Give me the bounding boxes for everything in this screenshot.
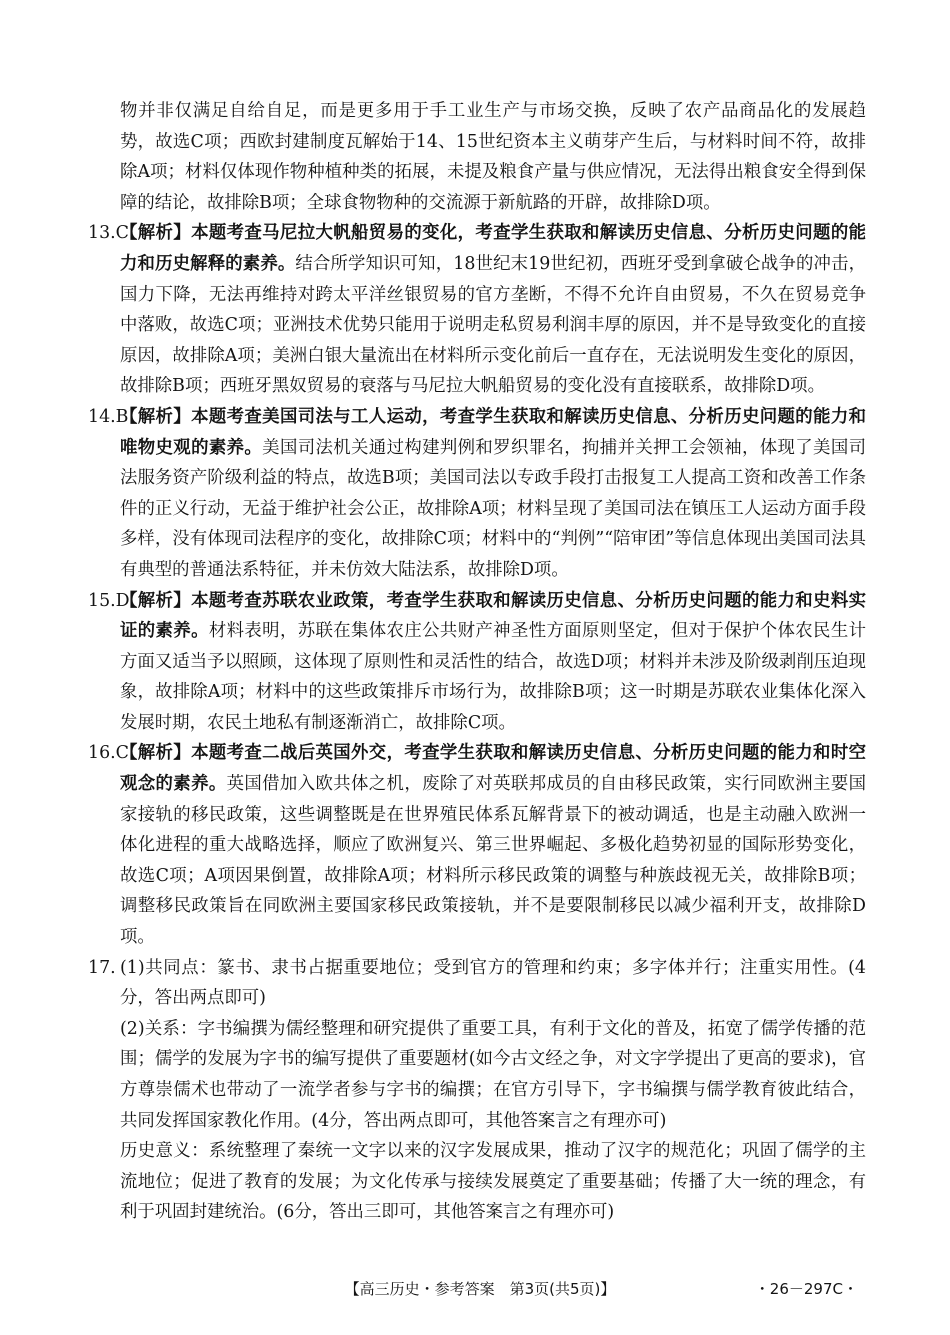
analysis-text: 结合所学知识可知，18世纪末19世纪初，西班牙受到拿破仑战争的冲击，国力下降，无法再维持对跨太平洋丝银贸易的官方垄断，不得不允许自由贸易，不久在贸易竞争中落败，故选C项；亚洲技术优势只能用于说明走私贸易利润丰厚的原因，并不是导致变化的直接原因，故排除A项；美洲白银大量流出在材料所示变化前后一直存在，无法说明发生变化的原因，故排除B项；西班牙黑奴贸易的衰落与马尼拉大帆船贸易的变化没有直接联系，故排除D项。 xyxy=(120,253,866,397)
footer-page-info: 【高三历史・参考答案 第3页(共5页)】 xyxy=(344,1280,616,1298)
q17-part3: 历史意义：系统整理了秦统一文字以来的汉字发展成果，推动了汉字的规范化；巩固了儒学的主流地位；促进了教育的发展；为文化传承与接续发展奠定了重要基础；传播了大一统的理念，有利于巩固封建统治。(6分，答出三即可，其他答案言之有理亦可) xyxy=(120,1141,866,1223)
answer-item-16 xyxy=(88,738,866,952)
item-number: 14.B xyxy=(88,406,129,427)
footer-code: ・26－297C・ xyxy=(754,1280,858,1298)
analysis-text: 英国借加入欧共体之机，废除了对英联邦成员的自由移民政策，实行同欧洲主要国家接轨的移民政策，这些调整既是在世界殖民体系瓦解背景下的被动调适，也是主动融入欧洲一体化进程的重大战略选择，顺应了欧洲复兴、第三世界崛起、多极化趋势初显的国际形势变化，故选C项；A项因果倒置，故排除A项；材料所示移民政策的调整与种族歧视无关，故排除B项；调整移民政策旨在同欧洲主要国家移民政策接轨，并不是要限制移民以减少福利开支，故排除D项。 xyxy=(120,774,866,948)
analysis-heading: 本题考查苏联农业政策，考查学生获取和解读历史信息、分析历史问题的能力和史料实证的素养。 xyxy=(120,590,866,642)
item-number: 16.C xyxy=(88,743,129,764)
page-footer xyxy=(0,1278,950,1302)
answer-item-14 xyxy=(88,402,866,586)
answer-content xyxy=(88,96,866,1228)
intro-paragraph: 物并非仅满足自给自足，而是更多用于手工业生产与市场交换，反映了农产品商品化的发展趋势，故选C项；西欧封建制度瓦解始于14、15世纪资本主义萌芽产生后，与材料时间不符，故排除A项；材料仅体现作物种植种类的拓展，未提及粮食产量与供应情况，无法得出粮食安全得到保障的结论，故排除B项；全球食物物种的交流源于新航路的开辟，故排除D项。 xyxy=(120,101,866,213)
item-number: 13.C xyxy=(88,223,129,244)
analysis-heading: 本题考查二战后英国外交，考查学生获取和解读历史信息、分析历史问题的能力和时空观念的素养。 xyxy=(120,743,866,795)
analysis-label: 【解析】 xyxy=(120,406,192,427)
analysis-text: 材料表明，苏联在集体农庄公共财产神圣性方面原则坚定，但对于保护个体农民生计方面又适当予以照顾，这体现了原则性和灵活性的结合，故选D项；材料并未涉及阶级剥削压迫现象，故排除A项；材料中的这些政策排斥市场行为，故排除B项；这一时期是苏联农业集体化深入发展时期，农民土地私有制逐渐消亡，故排除C项。 xyxy=(120,621,866,733)
q17-part1: (1)共同点：篆书、隶书占据重要地位；受到官方的管理和约束；多字体并行；注重实用性。(4分，答出两点即可) xyxy=(120,957,866,1009)
analysis-label: 【解析】 xyxy=(120,223,192,244)
item-number: 17. xyxy=(88,957,116,978)
item-number: 15.D xyxy=(88,590,130,611)
analysis-label: 【解析】 xyxy=(120,590,192,611)
answer-item-13 xyxy=(88,218,866,402)
answer-item-15 xyxy=(88,586,866,739)
analysis-label: 【解析】 xyxy=(120,743,192,764)
analysis-text: 美国司法机关通过构建判例和罗织罪名，拘捕并关押工会领袖，体现了美国司法服务资产阶级利益的特点，故选B项；美国司法以专政手段打击报复工人提高工资和改善工作条件的正义行动，无益于维护社会公正，故排除A项；材料呈现了美国司法在镇压工人运动方面手段多样，没有体现司法程序的变化，故排除C项；材料中的“判例”“陪审团”等信息体现出美国司法具有典型的普通法系特征，并未仿效大陆法系，故排除D项。 xyxy=(120,437,866,580)
q17-part2: (2)关系：字书编撰为儒经整理和研究提供了重要工具，有利于文化的普及，拓宽了儒学传播的范围；儒学的发展为字书的编写提供了重要题材(如今古文经之争，对文字学提出了更高的要求)，官方尊崇儒术也带动了一流学者参与字书的编撰；在官方引导下，字书编撰与儒学教育彼此结合，共同发挥国家教化作用。(4分，答出两点即可，其他答案言之有理亦可) xyxy=(120,1018,866,1131)
analysis-heading: 本题考查马尼拉大帆船贸易的变化，考查学生获取和解读历史信息、分析历史问题的能力和历史解释的素养。 xyxy=(120,223,866,274)
analysis-heading: 本题考查美国司法与工人运动，考查学生获取和解读历史信息、分析历史问题的能力和唯物史观的素养。 xyxy=(120,406,866,458)
answer-item-17 xyxy=(88,953,866,1014)
